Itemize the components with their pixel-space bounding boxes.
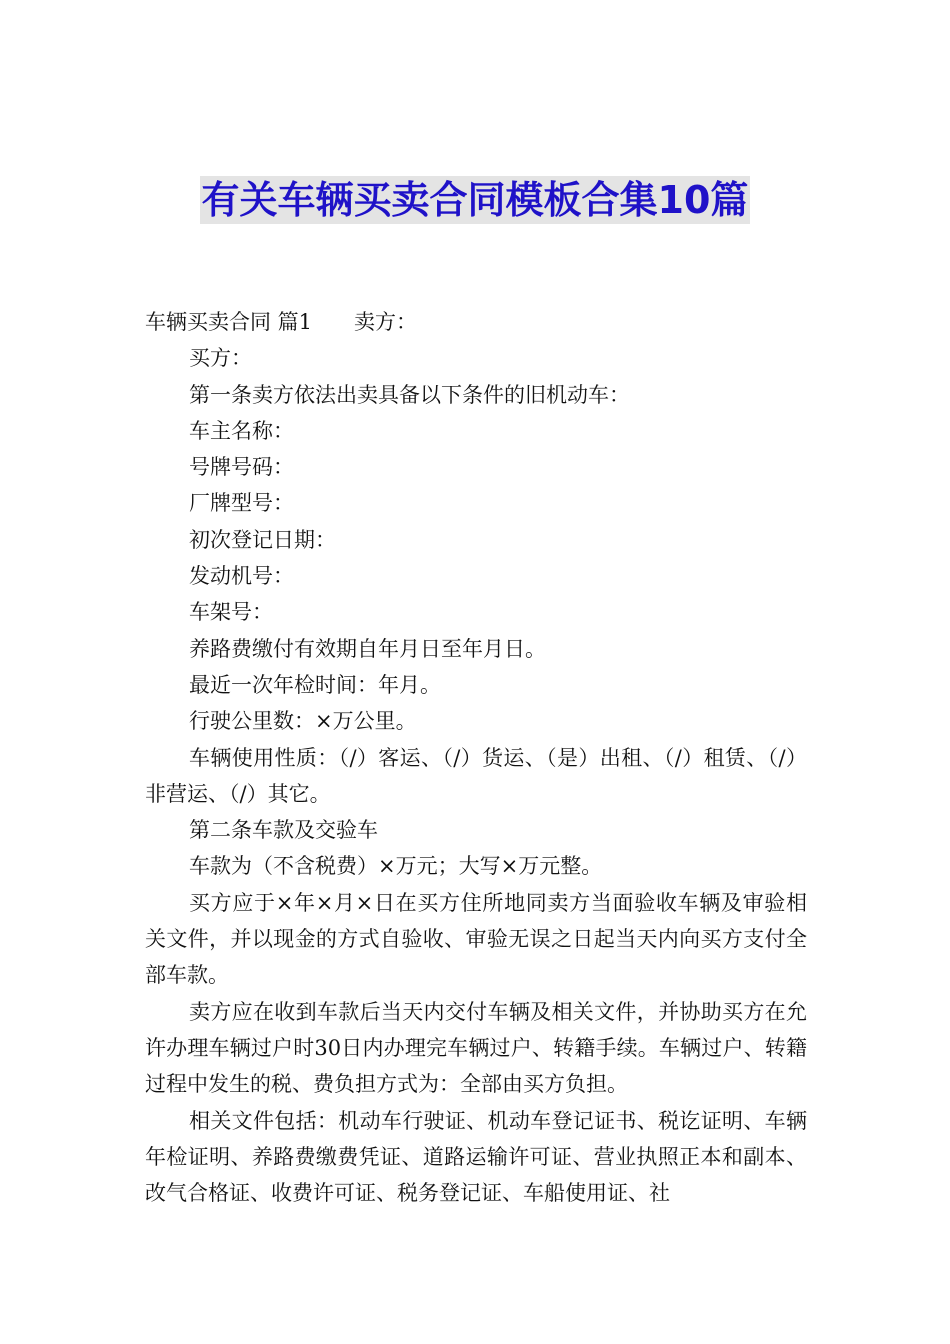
plate-number-field: 号牌号码： bbox=[189, 455, 294, 480]
usage-nature-paragraph: 车辆使用性质：（/）客运、（/）货运、（是）出租、（/）租赁、（/）非营运、（/）其它。 bbox=[145, 745, 807, 806]
inspection-payment-paragraph: 买方应于×年×月×日在买方住所地同卖方当面验收车辆及审验相关文件，并以现金的方式自验收、审验无误之日起当天内向买方支付全部车款。 bbox=[145, 890, 807, 988]
road-fee-paragraph: 养路费缴付有效期自年月日至年月日。 bbox=[189, 636, 546, 661]
document-body bbox=[145, 304, 807, 1211]
documents-list-paragraph: 相关文件包括：机动车行驶证、机动车登记证书、税讫证明、车辆年检证明、养路费缴费凭证、道路运输许可证、营业执照正本和副本、改气合格证、收费许可证、税务登记证、车船使用证、社 bbox=[145, 1108, 807, 1206]
mileage-paragraph: 行驶公里数：×万公里。 bbox=[189, 709, 417, 734]
title-container bbox=[0, 176, 950, 224]
delivery-transfer-paragraph: 卖方应在收到车款后当天内交付车辆及相关文件，并协助买方在允许办理车辆过户时30日内办理完车辆过户、转籍手续。车辆过户、转籍过程中发生的税、费负担方式为：全部由买方负担。 bbox=[145, 999, 807, 1097]
frame-number-field: 车架号： bbox=[189, 600, 273, 625]
model-field: 厂牌型号： bbox=[189, 491, 294, 516]
registration-date-field: 初次登记日期： bbox=[189, 527, 336, 552]
buyer-label: 买方： bbox=[189, 346, 252, 371]
owner-name-field: 车主名称： bbox=[189, 418, 294, 443]
contract-heading: 车辆买卖合同 篇1 bbox=[145, 310, 313, 334]
inspection-date-paragraph: 最近一次年检时间：年月。 bbox=[189, 672, 441, 697]
article-1-heading: 第一条卖方依法出卖具备以下条件的旧机动车： bbox=[189, 382, 630, 407]
seller-label: 卖方： bbox=[354, 310, 418, 334]
document-title: 有关车辆买卖合同模板合集10篇 bbox=[201, 178, 749, 222]
engine-number-field: 发动机号： bbox=[189, 564, 294, 589]
contract-heading-line bbox=[145, 304, 807, 340]
price-paragraph: 车款为（不含税费）×万元；大写×万元整。 bbox=[189, 854, 603, 879]
article-2-heading: 第二条车款及交验车 bbox=[189, 818, 378, 843]
